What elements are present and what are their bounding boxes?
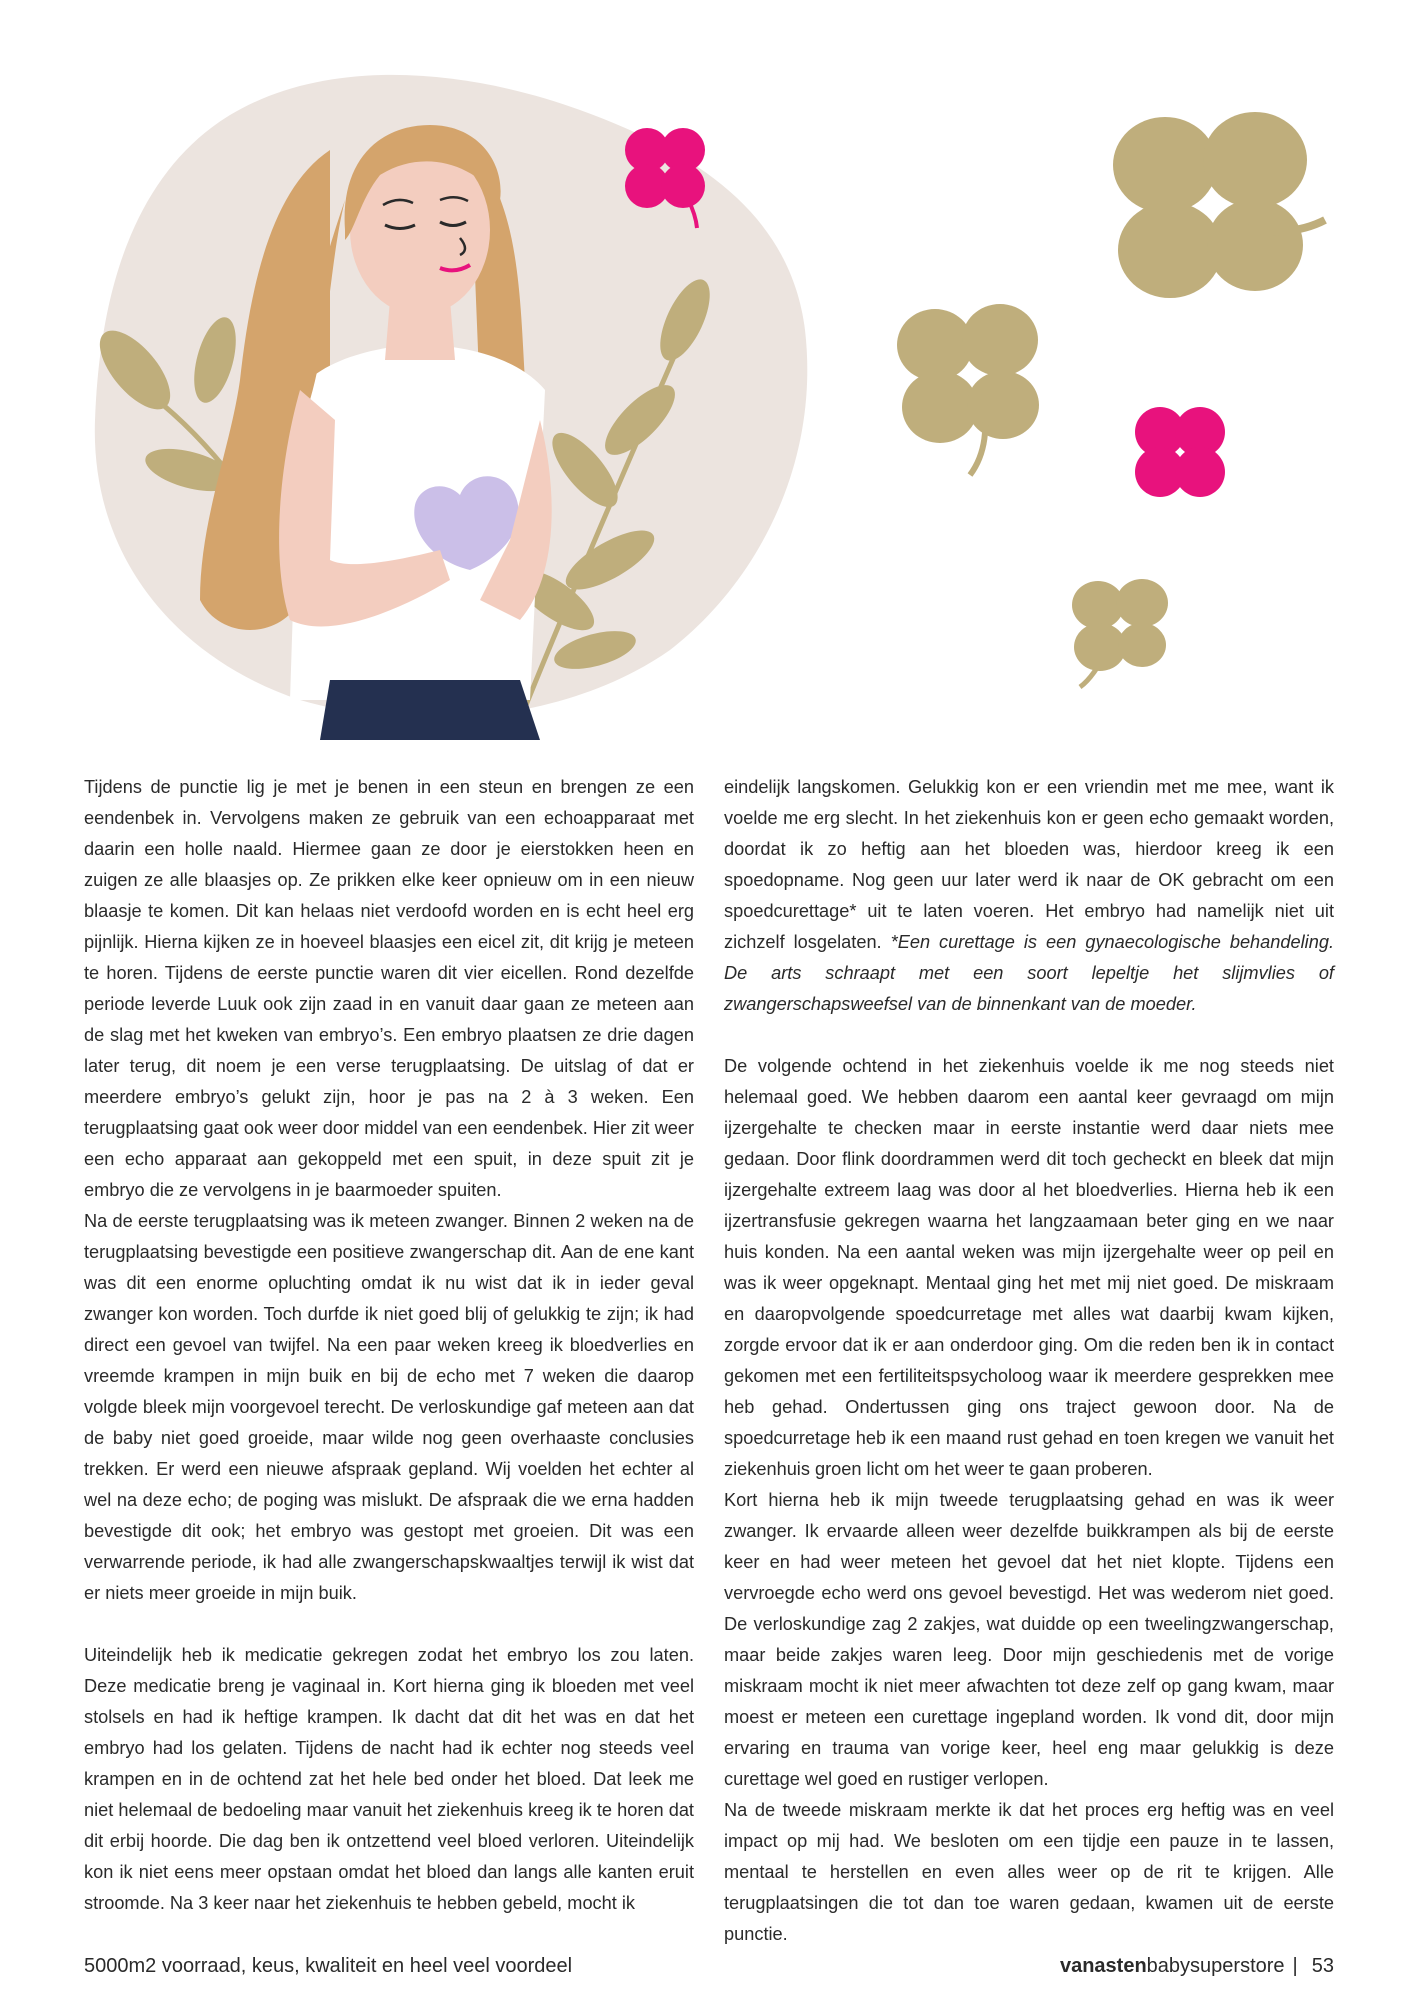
paragraph: Na de tweede miskraam merkte ik dat het proces erg heftig was en veel impact op mij had. We besloten om een tijdje een pauze in te lassen, mentaal te herstellen en even alles weer op de rit te krijgen. Alle terugplaatsingen die tot dan toe waren gedaan, kwamen uit de eerste punctie. [724,1800,1334,1944]
brand-name-bold: vanasten [1059,1955,1147,1977]
footer-slogan: 5000m2 voorraad, keus, kwaliteit en heel veel voordeel [84,1955,573,1977]
footer-separator: | [1292,1955,1298,1977]
footnote: *Een curettage is een gynaecologische behandeling. De arts schraapt met een soort lepeltje het slijmvlies of zwangerschapsweefsel van de binnenkant van de moeder. [724,932,1335,1014]
brand-name-regular: babysuperstore [1146,1955,1285,1977]
paragraph: Tijdens de punctie lig je met je benen in een steun en brengen ze een eendenbek in. Vervolgens maken ze gebruik van een echoapparaat met daarin een holle naald. Hiermee gaan ze door je eierstokken heen en zuigen ze alle blaasjes op. Ze prikken elke keer opnieuw om in een nieuw blaasje te komen. Dit kan helaas niet verdoofd worden en is echt heel erg pijnlijk. Hierna kijken ze in hoeveel blaasjes een eicel zit, dit krijg je meteen te horen. Tijdens de eerste punctie waren dit vier eicellen. Rond dezelfde periode leverde Luuk ook zijn zaad in en vanuit daar gaan ze meteen aan de slag met het kweken van embryo’s. Een embryo plaatsen ze drie dagen later terug, dit noem je een verse terugplaatsing. De uitslag of dat er meerdere embryo’s gelukt zijn, hoor je pas na 2 à 3 weken. Een terugplaatsing gaat ook weer door middel van een eendenbek. Hier zit weer een echo apparaat aan gekoppeld met een spuit, in deze spuit zit je embryo die ze vervolgens in je baarmoeder spuiten. [84,777,694,1200]
paragraph: De volgende ochtend in het ziekenhuis voelde ik me nog steeds niet helemaal goed. We hebben daarom een aantal keer gevraagd om mijn ijzergehalte te checken maar in eerste instantie werd daar niets mee gedaan. Door flink doordrammen werd dit toch gecheckt en bleek dat mijn ijzergehalte extreem laag was door al het bloedverlies. Hierna heb ik een ijzertransfusie gekregen waarna het langzaamaan beter ging en we naar huis konden. Na een aantal weken was mijn ijzergehalte weer op peil en was ik weer opgeknapt. Mentaal ging het met mij niet goed. De miskraam en daaropvolgende spoedcurretage met alles wat daarbij kwam kijken, zorgde ervoor dat ik er aan onderdoor ging. Om die reden ben ik in contact gekomen met een fertiliteitspsycholoog waar ik meerdere gesprekken mee heb gehad. Ondertussen ging ons traject gewoon door. Na de spoedcurretage heb ik een maand rust gehad en toen kregen we vanuit het ziekenhuis groen licht om het weer te gaan proberen. [724,1056,1334,1479]
paragraph: Kort hierna heb ik mijn tweede terugplaatsing gehad en was ik weer zwanger. Ik ervaarde alleen weer dezelfde buikkrampen als bij de eerste keer en had weer meteen het gevoel dat het niet klopte. Tijdens een vervroegde echo werd ons gevoel bevestigd. Het was wederom niet goed. De verloskundige zag 2 zakjes, wat duidde op een tweelingzwangerschap, maar beide zakjes waren leeg. Door mijn geschiedenis met de vorige miskraam mocht ik niet meer afwachten tot deze zelf op gang kwam, maar moest er meteen een curettage ingepland worden. Ik vond dit, door mijn ervaring en trauma van vorige keer, heel eng maar gelukkig is deze curettage wel goed en rustiger verlopen. [724,1490,1334,1789]
clover-pink-right-icon [1135,407,1225,497]
paragraph-text: eindelijk langskomen. Gelukkig kon er een vriendin met me mee, want ik voelde me erg slecht. In het ziekenhuis kon er geen echo gemaakt worden, doordat ik zo heftig aan het bloeden was, hierdoor kreeg ik een spoedopname. Nog geen uur later werd ik naar de OK gebracht om een spoedcurettage* uit te laten voeren. Het embryo had namelijk niet uit zichzelf losgelaten. [724,777,1334,952]
clover-gold-medium-icon [897,304,1039,475]
article-column-left [84,772,694,1919]
clover-gold-large-icon [1113,112,1325,298]
page-footer [84,1955,1334,1985]
clover-gold-small-icon [1072,579,1168,687]
footer-brand [1060,1955,1334,1978]
page-number: 53 [1311,1955,1334,1977]
paragraph: Na de eerste terugplaatsing was ik meteen zwanger. Binnen 2 weken na de terugplaatsing bevestigde een positieve zwangerschap dit. Aan de ene kant was dit een enorme opluchting omdat ik nu wist dat ik in ieder geval zwanger kon worden. Toch durfde ik niet goed blij of gelukkig te zijn; ik had direct een gevoel van twijfel. Na een paar weken kreeg ik bloedverlies en vreemde krampen in mijn buik en bij de echo met 7 weken die daarop volgde bleek mijn voorgevoel terecht. De verloskundige gaf meteen aan dat de baby niet goed groeide, maar wilde nog geen overhaaste conclusies trekken. Er werd een nieuwe afspraak gepland. Wij voelden het echter al wel na deze echo; de poging was mislukt. De afspraak die we erna hadden bevestigde dit ook; het embryo was gestopt met groeien. Dit was een verwarrende periode, ik had alle zwangerschapskwaaltjes terwijl ik wist dat er niets meer groeide in mijn buik. [84,1211,694,1603]
paragraph [724,772,1334,1020]
paragraph: Uiteindelijk heb ik medicatie gekregen zodat het embryo los zou laten. Deze medicatie breng je vaginaal in. Kort hierna ging ik bloeden met veel stolsels en had ik heftige krampen. Ik dacht dat dit het was en dat het embryo had los gelaten. Tijdens de nacht had ik echter nog steeds veel krampen en in de ochtend zat het hele bed onder het bloed. Dat leek me niet helemaal de bedoeling maar vanuit het ziekenhuis kreeg ik te horen dat dit erbij hoorde. Die dag ben ik ontzettend veel bloed verloren. Uiteindelijk kon ik niet eens meer opstaan omdat het bloed dan langs alle kanten eruit stroomde. Na 3 keer naar het ziekenhuis te hebben gebeld, mocht ik [84,1645,694,1913]
article-column-right [724,772,1334,1950]
illustration [0,0,1414,740]
